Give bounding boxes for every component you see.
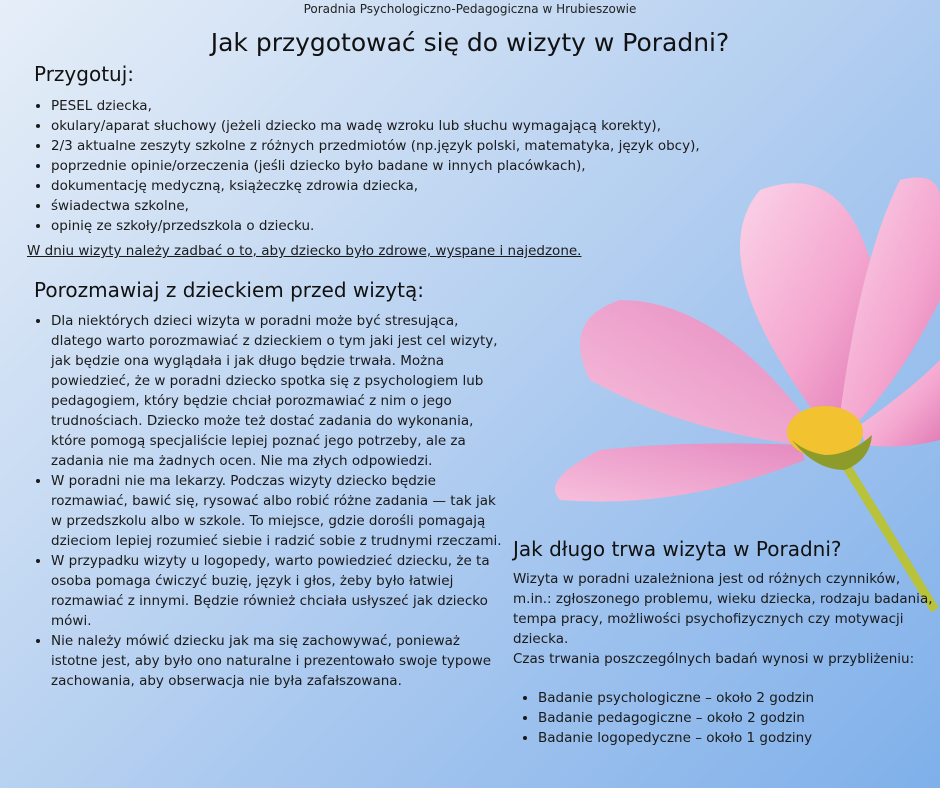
organization-name: Poradnia Psychologiczno-Pedagogiczna w Hrubieszowie (303, 2, 637, 16)
list-item: • Dla niektórych dzieci wizyta w poradni może być stresująca, dlatego warto porozmawiać z dzieckiem o tym jaki jest cel wizyty, jak będzie ona wyglądała i jak długo będzie trwała. Można powiedzieć, że w poradni dziecko spotka się z psychologiem lub pedagogiem, który będzie chciał porozmawiać z nim o jego trudnościach. Dziecko może też dostać zadania do wykonania, które pomogą specjaliście lepiej poznać jego potrzeby, ale za zadania nie ma żadnych ocen. Nie ma złych odpowiedzi. (51, 311, 507, 471)
page-title: Jak przygotować się do wizyty w Poradni? (210, 28, 730, 57)
list-item: • dokumentację medyczną, książeczkę zdrowia dziecka, (51, 176, 771, 196)
duration-paragraph: Czas trwania poszczególnych badań wynosi w przybliżeniu: (513, 651, 915, 667)
talk-list (32, 311, 507, 691)
list-item: • W przypadku wizyty u logopedy, warto powiedzieć dziecku, że ta osoba pomaga ćwiczyć buzię, język i głos, żeby było łatwiej rozmawiać z innymi. Będzie również chciała usłyszeć jak dziecko mówi. (51, 551, 507, 631)
duration-list (519, 688, 938, 748)
duration-heading: Jak długo trwa wizyta w Poradni? (513, 537, 842, 561)
list-item: • W poradni nie ma lekarzy. Podczas wizyty dziecko będzie rozmawiać, bawić się, rysować albo robić różne zadania — tak jak w przedszkolu albo w szkole. To miejsce, gdzie dorośli pomagają dzieciom lepiej rozumieć siebie i radzić sobie z trudnymi rzeczami. (51, 471, 507, 551)
duration-text (513, 569, 933, 669)
list-item: • Badanie psychologiczne – około 2 godzin (538, 688, 938, 708)
list-item: • świadectwa szkolne, (51, 196, 771, 216)
list-item: • 2/3 aktualne zeszyty szkolne z różnych przedmiotów (np.język polski, matematyka, język obcy), (51, 136, 771, 156)
list-item: • poprzednie opinie/orzeczenia (jeśli dziecko było badane w innych placówkach), (51, 156, 771, 176)
duration-paragraph: Wizyta w poradni uzależniona jest od różnych czynników, m.in.: zgłoszonego problemu, wieku dziecka, rodzaju badania, tempa pracy, możliwości psychofizycznych czy motywacji dziecka. (513, 571, 933, 647)
talk-heading: Porozmawiaj z dzieckiem przed wizytą: (34, 278, 424, 302)
list-item: • Nie należy mówić dziecku jak ma się zachowywać, ponieważ istotne jest, aby było ono naturalne i prezentowało swoje typowe zachowania, aby obserwacja nie była zafałszowana. (51, 631, 507, 691)
list-item: • okulary/aparat słuchowy (jeżeli dziecko ma wadę wzroku lub słuchu wymagającą korekty), (51, 116, 771, 136)
prepare-heading: Przygotuj: (34, 62, 135, 86)
list-item: • PESEL dziecka, (51, 96, 771, 116)
prepare-list (32, 96, 771, 236)
list-item: • Badanie pedagogiczne – około 2 godzin (538, 708, 938, 728)
list-item: • Badanie logopedyczne – około 1 godziny (538, 728, 938, 748)
list-item: • opinię ze szkoły/przedszkola o dziecku. (51, 216, 771, 236)
visit-note: W dniu wizyty należy zadbać o to, aby dziecko było zdrowe, wyspane i najedzone. (27, 243, 582, 259)
